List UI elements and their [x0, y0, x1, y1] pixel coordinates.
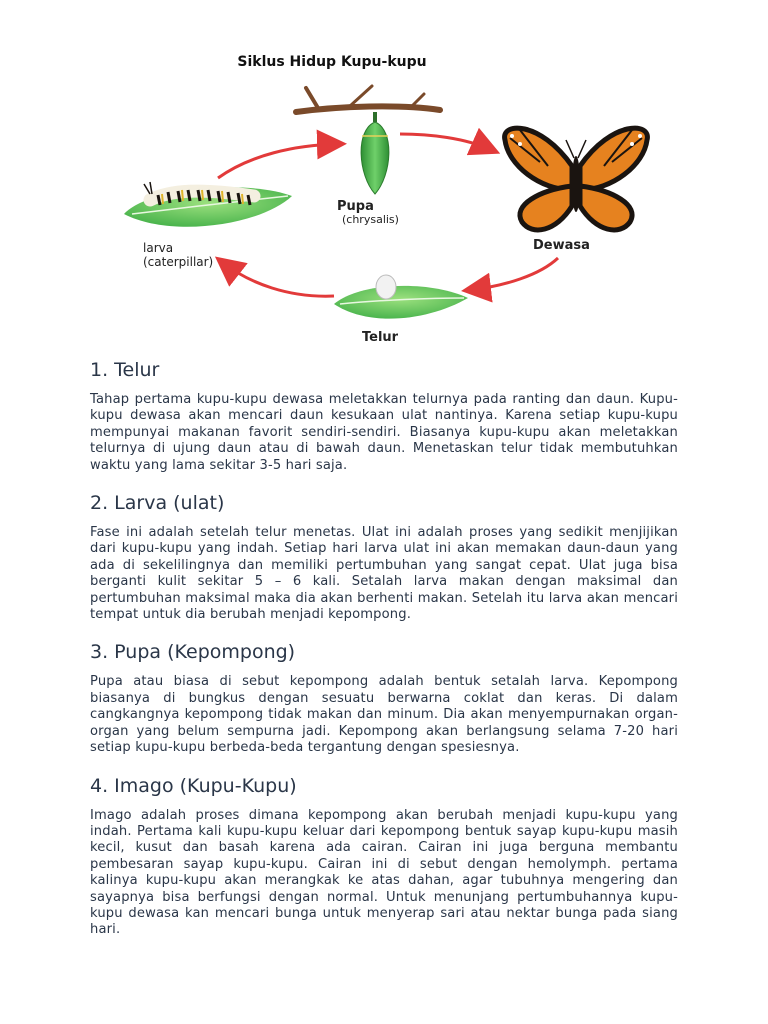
arrow-pupa-to-dewasa: [400, 134, 492, 150]
diagram-title: Siklus Hidup Kupu-kupu: [237, 54, 427, 70]
section-body: Imago adalah proses dimana kepompong akan berubah menjadi kupu-kupu yang indah. Pertama kali kupu-kupu keluar dari kepompong bentuk sayap kupu-kupu masih kecil, kusut dan basah karena ada cairan. Cairan ini juga berguna membantu pembesaran sayap kupu-kupu. Cairan ini di sebut dengan hemolymph. pertama kalinya kupu-kupu akan merangkak ke atas dahan, agar tubuhnya mengering dan sayapnya bisa berfungsi dengan normal. Untuk menunjang pertumbuhannya kupu-kupu dewasa kan mencari bunga untuk menyerap sari atau nektar bunga pada siang hari.: [90, 807, 678, 938]
arrow-dewasa-to-telur: [470, 258, 558, 290]
life-cycle-diagram: [0, 0, 768, 350]
section-heading: 2. Larva (ulat): [90, 492, 225, 515]
butterfly-illustration: [505, 128, 648, 230]
pupa-label: Pupa: [337, 199, 374, 214]
telur-label: Telur: [362, 330, 399, 345]
chrysalis-illustration: [361, 112, 389, 194]
section-larva: [90, 491, 678, 623]
section-body: Pupa atau biasa di sebut kepompong adalah bentuk setalah larva. Kepompong biasanya di bungkus dengan sesuatu berwarna coklat dan keras. Di dalam cangkangnya kepompong tidak makan dan minum. Dia akan menyempurnakan organ-organ yang belum sempurna jadi. Kepompong akan berlangsung selama 7-20 hari setiap kupu-kupu berbeda-beda tergantung dengan spesiesnya.: [90, 674, 678, 756]
branch: [296, 86, 440, 112]
larva-label: larva: [143, 241, 174, 255]
section-imago: [90, 774, 678, 939]
section-heading: 1. Telur: [90, 359, 160, 381]
arrow-telur-to-larva: [222, 262, 334, 296]
section-body: Tahap pertama kupu-kupu dewasa meletakkan telurnya pada ranting dan daun. Kupu-kupu dewasa akan mencari daun kesukaan ulat nantinya. Karena setiap kupu-kupu mempunyai makanan favorit sendiri-sendiri. Biasanya kupu-kupu akan meletakkan telurnya di ujung daun atau di bawah daun. Menetaskan telur tidak membutuhkan waktu yang lama sekitar 3-5 hari saja.: [90, 392, 678, 473]
section-heading: 3. Pupa (Kepompong): [90, 641, 296, 664]
pupa-sublabel: (chrysalis): [342, 213, 399, 226]
dewasa-label: Dewasa: [533, 238, 590, 253]
section-telur: [90, 358, 678, 474]
article-content: [90, 358, 678, 956]
section-heading: 4. Imago (Kupu-Kupu): [90, 774, 297, 797]
egg-leaf-illustration: [334, 275, 468, 319]
arrow-larva-to-pupa: [218, 144, 338, 178]
section-pupa: [90, 640, 678, 756]
section-body: Fase ini adalah setelah telur menetas. Ulat ini adalah proses yang sedikit menjijikan dari kupu-kupu yang indah. Setiap hari larva ulat ini akan memakan daun-daun yang ada di sekelilingnya dan memiliki pertumbuhan yang sangat cepat. Ulat juga bisa berganti kulit sekitar 5 – 6 kali. Setalah larva makan dengan maksimal dan pertumbuhan maksimal maka dia akan berhenti makan. Setelah itu larva akan mencari tempat untuk dia berubah menjadi kepompong.: [90, 525, 678, 623]
larva-sublabel: (caterpillar): [143, 255, 214, 269]
